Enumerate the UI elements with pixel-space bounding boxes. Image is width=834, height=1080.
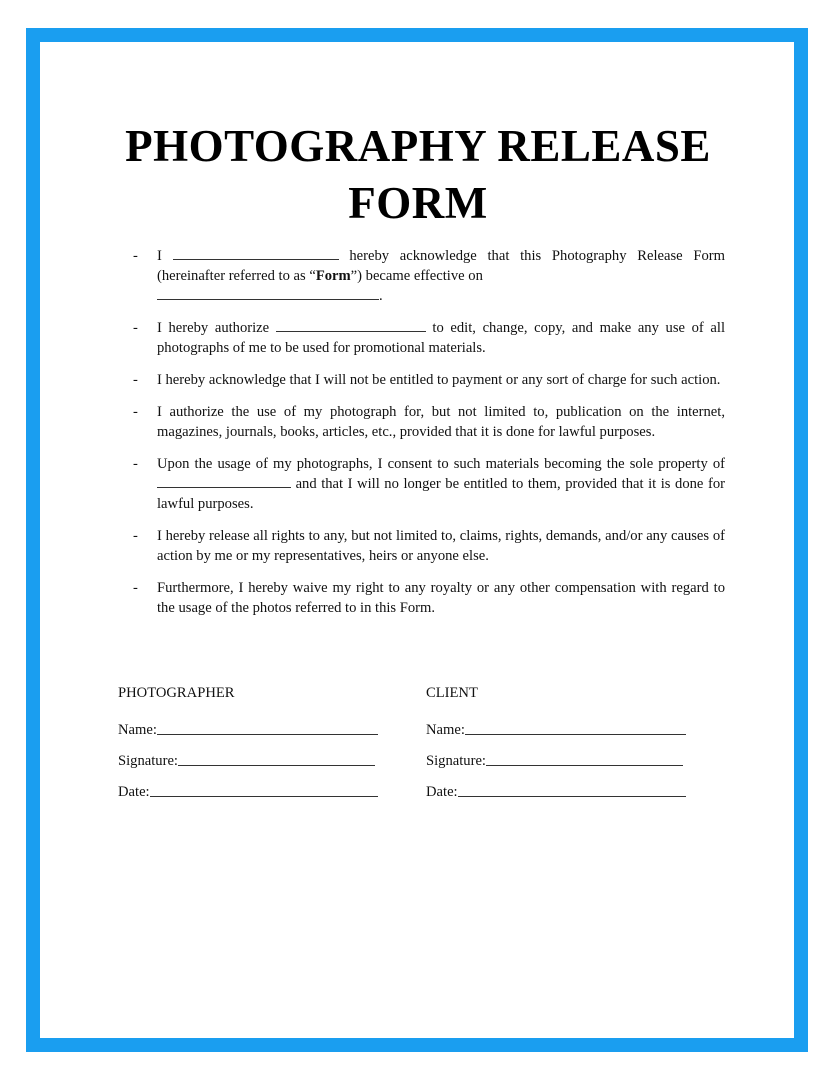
term-release-rights: I hereby release all rights to any, but not limited to, claims, rights, demands, and/or any causes of action by me or my representatives, heirs or anyone else. (157, 528, 725, 564)
client-name-row (426, 719, 686, 739)
list-item (133, 370, 725, 390)
document-title (60, 118, 776, 232)
name-blank[interactable] (173, 246, 339, 260)
photographer-name-row (118, 719, 378, 739)
name-label: Name: (118, 722, 157, 738)
owner-blank[interactable] (157, 474, 291, 488)
list-item (133, 402, 725, 442)
photographer-signature-row (118, 750, 378, 770)
bullet-dash: - (133, 456, 138, 472)
client-heading: CLIENT (426, 685, 478, 701)
photographer-name-field[interactable] (157, 720, 378, 735)
client-signature-row (426, 750, 686, 770)
title-line-2: FORM (348, 178, 488, 228)
photographer-signature-field[interactable] (178, 751, 375, 766)
term-no-payment: I hereby acknowledge that I will not be entitled to payment or any sort of charge for such action. (157, 372, 721, 388)
signature-label: Signature: (426, 753, 486, 769)
list-item (133, 526, 725, 566)
terms-list (133, 246, 725, 630)
list-item (133, 454, 725, 514)
term-authorize: I hereby authorize to edit, change, copy, and make any use of all photographs of me to be used for promotional materials. (157, 320, 726, 356)
title-line-1: PHOTOGRAPHY RELEASE (125, 121, 711, 171)
photographer-date-row (118, 781, 378, 801)
date-label: Date: (118, 784, 150, 800)
bullet-dash: - (133, 580, 138, 596)
date-label: Date: (426, 784, 458, 800)
bullet-dash: - (133, 528, 138, 544)
term-waive-royalty: Furthermore, I hereby waive my right to any royalty or any other compensation with regard to the usage of the photos referred to in this Form. (157, 580, 725, 616)
list-item (133, 246, 725, 306)
authorized-party-blank[interactable] (276, 318, 426, 332)
client-date-field[interactable] (458, 782, 686, 797)
term-effective-date: I hereby acknowledge that this Photography Release Form (hereinafter referred to as “Form”) became effective on . (157, 248, 725, 304)
list-item (133, 578, 725, 618)
list-item (133, 318, 725, 358)
signature-label: Signature: (118, 753, 178, 769)
bullet-dash: - (133, 248, 138, 264)
bullet-dash: - (133, 404, 138, 420)
term-usage: I authorize the use of my photograph for, but not limited to, publication on the internet, magazines, journals, books, articles, etc., provided that it is done for lawful purposes. (157, 404, 725, 440)
photographer-date-field[interactable] (150, 782, 378, 797)
date-blank[interactable] (157, 286, 379, 300)
photographer-heading: PHOTOGRAPHER (118, 685, 235, 701)
client-signature-field[interactable] (486, 751, 683, 766)
form-bold-word: Form (315, 268, 351, 284)
photographer-signature-block (118, 683, 378, 812)
client-signature-block (426, 683, 686, 812)
client-date-row (426, 781, 686, 801)
bullet-dash: - (133, 372, 138, 388)
bullet-dash: - (133, 320, 138, 336)
name-label: Name: (426, 722, 465, 738)
term-ownership: Upon the usage of my photographs, I consent to such materials becoming the sole property of and that I will no longer be entitled to them, provided that it is done for lawful purposes. (157, 456, 725, 512)
client-name-field[interactable] (465, 720, 686, 735)
